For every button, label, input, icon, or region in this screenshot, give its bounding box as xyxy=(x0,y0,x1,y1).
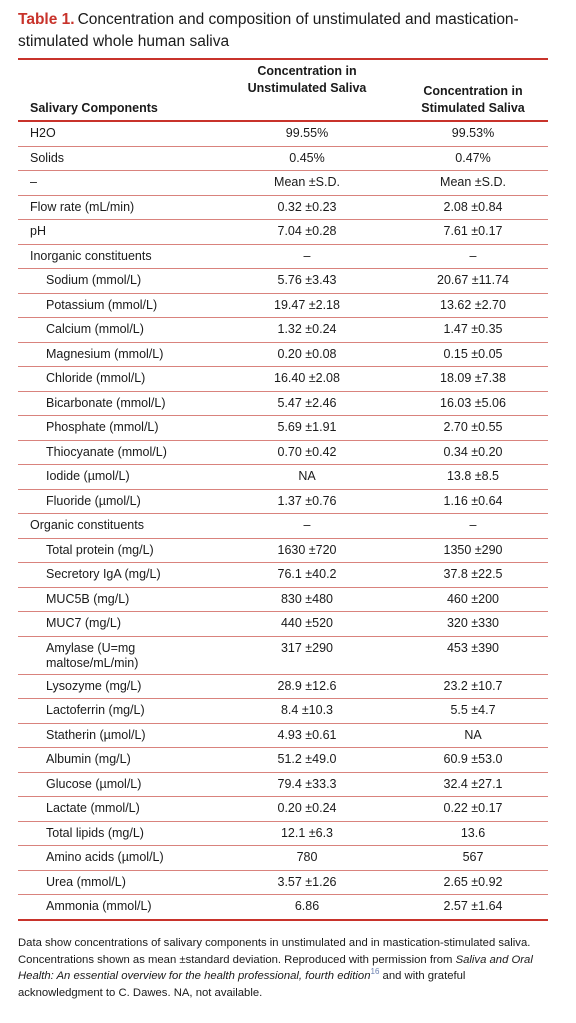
table-row xyxy=(18,441,548,466)
unstimulated-value: 1630 ±720 xyxy=(277,542,337,557)
component-name: H2O xyxy=(30,126,56,140)
unstimulated-value: 8.4 ±10.3 xyxy=(280,703,334,717)
component-name: Thiocyanate (mmol/L) xyxy=(46,444,167,459)
table-row xyxy=(18,822,548,847)
header-components: Salivary Components xyxy=(30,101,158,115)
table-row xyxy=(18,269,548,294)
component-name: Lactoferrin (mg/L) xyxy=(46,703,145,717)
stimulated-value: – xyxy=(469,518,477,532)
component-name: Calcium (mmol/L) xyxy=(46,322,144,336)
table-row xyxy=(18,416,548,441)
component-name: pH xyxy=(30,224,46,238)
component-name: Amino acids (µmol/L) xyxy=(46,850,164,864)
component-name: Glucose (µmol/L) xyxy=(46,776,142,791)
component-name: Fluoride (µmol/L) xyxy=(46,493,141,508)
component-name: Bicarbonate (mmol/L) xyxy=(46,395,166,410)
unstimulated-value: 317 ±290 xyxy=(280,640,334,655)
component-name: Chloride (mmol/L) xyxy=(46,371,146,385)
component-name: Solids xyxy=(30,150,65,165)
stimulated-value: 32.4 ±27.1 xyxy=(443,776,503,791)
table-row xyxy=(18,612,548,637)
table-body xyxy=(18,122,548,921)
unstimulated-value: 0.20 ±0.24 xyxy=(277,801,337,815)
unstimulated-value: 830 ±480 xyxy=(280,591,334,606)
unstimulated-value: 7.04 ±0.28 xyxy=(277,224,337,238)
stimulated-value: 460 ±200 xyxy=(446,591,500,606)
component-name: Phosphate (mmol/L) xyxy=(46,420,159,434)
table-row xyxy=(18,392,548,417)
unstimulated-value: 99.55% xyxy=(285,126,329,140)
stimulated-value: 2.08 ±0.84 xyxy=(443,199,503,214)
table-row xyxy=(18,294,548,319)
component-name: Ammonia (mmol/L) xyxy=(46,899,152,913)
table-row xyxy=(18,675,548,700)
component-name: MUC7 (mg/L) xyxy=(46,616,122,630)
table-row xyxy=(18,748,548,773)
component-name: Flow rate (mL/min) xyxy=(30,199,135,214)
stimulated-value: 99.53% xyxy=(451,126,495,140)
unstimulated-value: 1.37 ±0.76 xyxy=(277,493,337,508)
component-name: – xyxy=(30,175,37,189)
stimulated-value: NA xyxy=(464,727,482,742)
footnote-book-title: Saliva and Oral Health: An essential overview for the health professional, fourth edition xyxy=(18,953,533,982)
stimulated-value: 13.6 xyxy=(460,825,486,840)
stimulated-value: 1.16 ±0.64 xyxy=(443,493,503,508)
stimulated-value: 16.03 ±5.06 xyxy=(440,395,506,410)
header-unstimulated: Concentration in Unstimulated Saliva xyxy=(247,64,367,95)
table-row xyxy=(18,220,548,245)
table-row xyxy=(18,171,548,196)
table-title: Concentration and composition of unstimulated and mastication-stimulated whole human saliva xyxy=(18,11,519,50)
table-row xyxy=(18,367,548,392)
table-row xyxy=(18,122,548,147)
table-caption xyxy=(18,9,558,53)
unstimulated-value: Mean ±S.D. xyxy=(274,175,340,189)
footnote-text-2: and with grateful acknowledgment to C. Dawes. NA, not available. xyxy=(18,970,466,999)
stimulated-value: 7.61 ±0.17 xyxy=(443,224,503,238)
table-row xyxy=(18,637,548,675)
table-row xyxy=(18,773,548,798)
component-name: Total lipids (mg/L) xyxy=(46,825,144,840)
stimulated-value: 320 ±330 xyxy=(446,616,500,630)
unstimulated-value: NA xyxy=(298,469,316,483)
component-name: Sodium (mmol/L) xyxy=(46,273,142,287)
unstimulated-value: – xyxy=(303,518,311,532)
table-row xyxy=(18,895,548,921)
unstimulated-value: 79.4 ±33.3 xyxy=(277,776,337,791)
component-name: Inorganic constituents xyxy=(30,248,152,263)
saliva-table xyxy=(18,58,548,921)
stimulated-value: 1350 ±290 xyxy=(443,542,503,557)
component-name: Potassium (mmol/L) xyxy=(46,297,158,312)
stimulated-value: 453 ±390 xyxy=(446,640,500,655)
table-row xyxy=(18,465,548,490)
unstimulated-value: 0.45% xyxy=(289,150,325,165)
stimulated-value: 60.9 ±53.0 xyxy=(443,752,503,766)
stimulated-value: 2.70 ±0.55 xyxy=(443,420,503,434)
stimulated-value: – xyxy=(469,248,477,263)
table-row xyxy=(18,490,548,515)
stimulated-value: 2.57 ±1.64 xyxy=(443,899,503,913)
table-row xyxy=(18,196,548,221)
unstimulated-value: 19.47 ±2.18 xyxy=(274,297,340,312)
stimulated-value: 13.62 ±2.70 xyxy=(440,297,506,312)
stimulated-value: 23.2 ±10.7 xyxy=(443,678,503,693)
unstimulated-value: 0.70 ±0.42 xyxy=(277,444,337,459)
component-name: Lactate (mmol/L) xyxy=(46,801,140,815)
footnote-reference[interactable]: 16 xyxy=(370,967,380,977)
component-name: Magnesium (mmol/L) xyxy=(46,346,164,361)
unstimulated-value: 780 xyxy=(296,850,318,864)
header-stimulated: Concentration in Stimulated Saliva xyxy=(421,84,525,115)
table-row xyxy=(18,724,548,749)
stimulated-value: 0.22 ±0.17 xyxy=(443,801,503,815)
component-name: Statherin (µmol/L) xyxy=(46,727,146,742)
table-row xyxy=(18,797,548,822)
table-row xyxy=(18,539,548,564)
table-row xyxy=(18,563,548,588)
component-name: Amylase (U=mg maltose/mL/min) xyxy=(46,640,139,670)
table-row xyxy=(18,846,548,871)
unstimulated-value: 28.9 ±12.6 xyxy=(277,678,337,693)
unstimulated-value: 1.32 ±0.24 xyxy=(277,322,337,336)
unstimulated-value: 51.2 ±49.0 xyxy=(277,752,337,766)
component-name: Lysozyme (mg/L) xyxy=(46,678,142,693)
table-footnote xyxy=(18,935,553,1001)
table-row xyxy=(18,588,548,613)
stimulated-value: 20.67 ±11.74 xyxy=(437,273,509,287)
unstimulated-value: 440 ±520 xyxy=(280,616,334,630)
table-header xyxy=(18,60,548,122)
component-name: Secretory IgA (mg/L) xyxy=(46,567,161,581)
stimulated-value: 18.09 ±7.38 xyxy=(440,371,506,385)
table-row xyxy=(18,245,548,270)
stimulated-value: 5.5 ±4.7 xyxy=(450,703,496,717)
unstimulated-value: 0.20 ±0.08 xyxy=(277,346,337,361)
table-row xyxy=(18,343,548,368)
unstimulated-value: – xyxy=(303,248,311,263)
stimulated-value: 0.34 ±0.20 xyxy=(443,444,503,459)
unstimulated-value: 12.1 ±6.3 xyxy=(280,825,334,840)
table-row xyxy=(18,147,548,172)
stimulated-value: 0.47% xyxy=(455,150,491,165)
unstimulated-value: 76.1 ±40.2 xyxy=(277,567,337,581)
stimulated-value: 13.8 ±8.5 xyxy=(446,469,500,483)
component-name: Total protein (mg/L) xyxy=(46,542,154,557)
unstimulated-value: 6.86 xyxy=(294,899,320,913)
unstimulated-value: 5.76 ±3.43 xyxy=(277,273,337,287)
unstimulated-value: 4.93 ±0.61 xyxy=(277,727,337,742)
table-row xyxy=(18,871,548,896)
component-name: Albumin (mg/L) xyxy=(46,752,131,766)
stimulated-value: 37.8 ±22.5 xyxy=(443,567,503,581)
table-label: Table 1. xyxy=(18,11,75,28)
unstimulated-value: 5.47 ±2.46 xyxy=(277,395,337,410)
stimulated-value: Mean ±S.D. xyxy=(440,175,506,189)
stimulated-value: 2.65 ±0.92 xyxy=(443,874,503,889)
component-name: MUC5B (mg/L) xyxy=(46,591,130,606)
table-row xyxy=(18,514,548,539)
footnote-text-1: Data show concentrations of salivary components in unstimulated and in mastication-stimulated saliva. Concentrations shown as mean ±standard deviation. Reproduced with permission from xyxy=(18,937,531,966)
unstimulated-value: 3.57 ±1.26 xyxy=(277,874,337,889)
unstimulated-value: 5.69 ±1.91 xyxy=(277,420,337,434)
component-name: Urea (mmol/L) xyxy=(46,874,126,889)
component-name: Iodide (µmol/L) xyxy=(46,469,130,483)
component-name: Organic constituents xyxy=(30,518,144,532)
table-row xyxy=(18,699,548,724)
stimulated-value: 567 xyxy=(462,850,484,864)
stimulated-value: 1.47 ±0.35 xyxy=(443,322,503,336)
unstimulated-value: 0.32 ±0.23 xyxy=(277,199,337,214)
table-row xyxy=(18,318,548,343)
unstimulated-value: 16.40 ±2.08 xyxy=(274,371,340,385)
stimulated-value: 0.15 ±0.05 xyxy=(443,346,503,361)
